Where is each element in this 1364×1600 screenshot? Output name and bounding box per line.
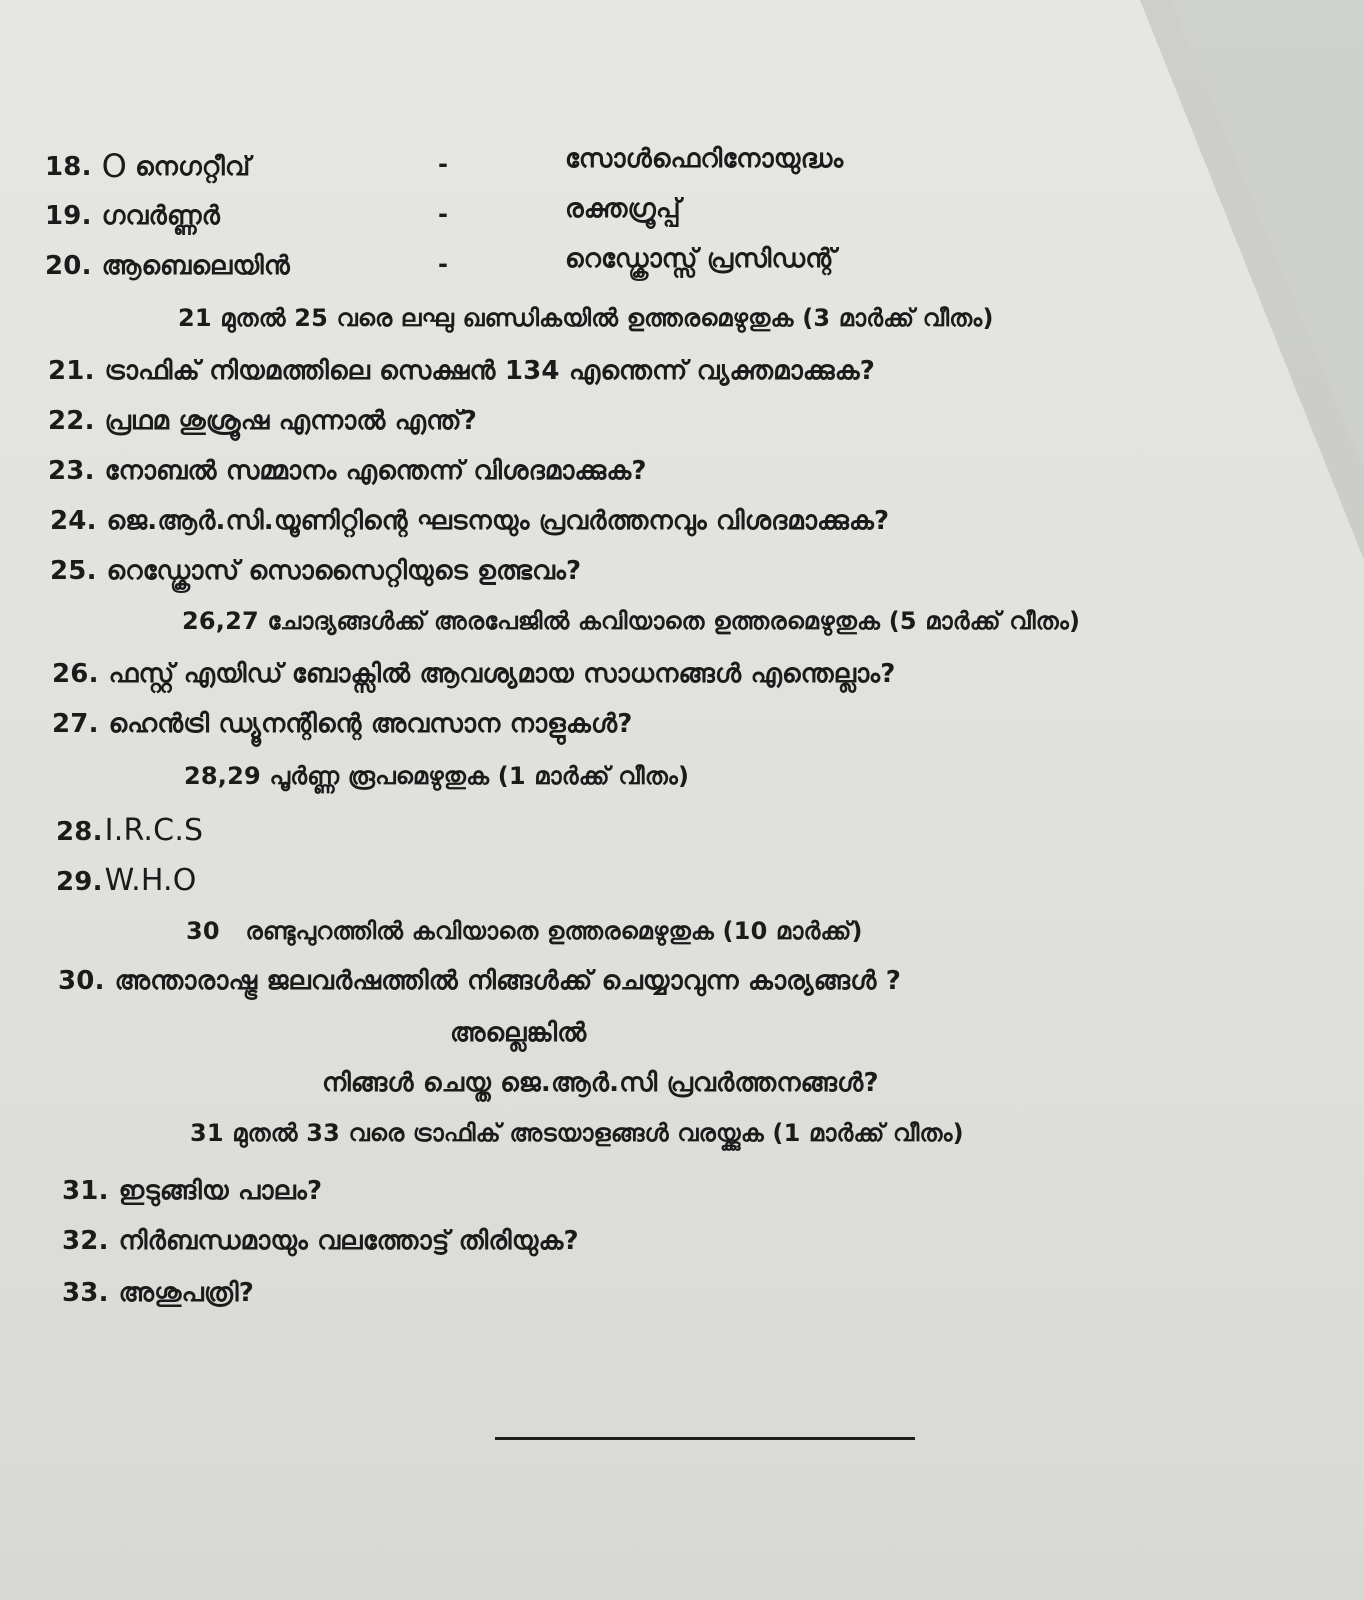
question-text: ഹെൻട്രി ഡ്യൂനന്റിന്റെ അവസാന നാളുകൾ? bbox=[108, 709, 633, 739]
question-number: 31. bbox=[62, 1176, 109, 1206]
match-dash: - bbox=[438, 250, 448, 278]
question-number: 33. bbox=[62, 1278, 109, 1308]
section-heading-signs: 31 മുതൽ 33 വരെ ട്രാഫിക് അടയാളങ്ങൾ വരയ്ക്കുക (1 മാർക്ക് വീതം) bbox=[190, 1119, 964, 1147]
match-left-text: ഗവർണ്ണർ bbox=[101, 201, 221, 231]
section-heading-short: 21 മുതൽ 25 വരെ ലഘു ഖണ്ഡികയിൽ ഉത്തരമെഴുതുക (3 മാർക്ക് വീതം) bbox=[178, 304, 994, 332]
match-left-text: നെഗറ്റീവ് bbox=[135, 152, 251, 182]
question-number: 26. bbox=[52, 659, 99, 689]
question-number: 20. bbox=[45, 251, 92, 281]
match-right-19: രക്തഗ്രൂപ്പ് bbox=[565, 194, 681, 224]
question-number: 25. bbox=[50, 556, 97, 586]
question-text: റെഡ്ക്രോസ് സൊസൈറ്റിയുടെ ഉത്ഭവം? bbox=[106, 556, 582, 586]
question-number: 22. bbox=[48, 406, 95, 436]
question-24 bbox=[50, 505, 889, 537]
section-heading-full-form: 28,29 പൂർണ്ണ രൂപമെഴുതുക (1 മാർക്ക് വീതം) bbox=[184, 762, 690, 790]
question-25 bbox=[50, 555, 581, 587]
match-row-20 bbox=[45, 250, 290, 282]
question-text: നോബൽ സമ്മാനം എന്തെന്ന് വിശദമാക്കുക? bbox=[104, 456, 647, 486]
question-27 bbox=[52, 708, 633, 740]
match-right-20: റെഡ്ക്രോസ്സ് പ്രസിഡന്റ് bbox=[565, 244, 836, 274]
question-number: 18. bbox=[45, 152, 92, 182]
question-number: 27. bbox=[52, 709, 99, 739]
question-23 bbox=[48, 455, 647, 487]
question-text: ട്രാഫിക് നിയമത്തിലെ സെക്ഷൻ 134 എന്തെന്ന് വ്യക്തമാക്കുക? bbox=[104, 356, 876, 386]
question-text: അശുപത്രി? bbox=[118, 1278, 254, 1308]
question-number: 23. bbox=[48, 456, 95, 486]
question-30 bbox=[58, 965, 901, 997]
question-text: ഫസ്റ്റ് എയിഡ് ബോക്സിൽ ആവശ്യമായ സാധനങ്ങൾ എന്തെല്ലാം? bbox=[108, 659, 896, 689]
section-heading-essay: 30 രണ്ടുപുറത്തിൽ കവിയാതെ ഉത്തരമെഴുതുക (10 മാർക്ക്) bbox=[186, 917, 863, 945]
question-number: 32. bbox=[62, 1226, 109, 1256]
question-text: W.H.O bbox=[104, 863, 197, 898]
match-left-text: ആബെലെയിൻ bbox=[101, 251, 290, 281]
match-dash: - bbox=[438, 150, 448, 178]
question-text: ഇടുങ്ങിയ പാലം? bbox=[118, 1176, 323, 1206]
question-28 bbox=[56, 815, 203, 848]
question-text: അന്താരാഷ്ട്ര ജലവർഷത്തിൽ നിങ്ങൾക്ക് ചെയ്യാവുന്ന കാര്യങ്ങൾ ? bbox=[114, 966, 902, 996]
question-22 bbox=[48, 405, 477, 437]
question-32 bbox=[62, 1225, 579, 1257]
end-of-paper-rule bbox=[495, 1437, 915, 1440]
question-21 bbox=[48, 355, 875, 387]
question-30-alternative: നിങ്ങൾ ചെയ്ത ജെ.ആർ.സി പ്രവർത്തനങ്ങൾ? bbox=[322, 1068, 879, 1098]
question-26 bbox=[52, 658, 896, 690]
question-number: 19. bbox=[45, 201, 92, 231]
match-row-18 bbox=[45, 147, 251, 185]
match-right-18: സോൾഫെറിനോയുദ്ധം bbox=[565, 144, 844, 174]
question-number: 28. bbox=[56, 817, 103, 847]
or-label: അല്ലെങ്കിൽ bbox=[450, 1018, 587, 1048]
question-31 bbox=[62, 1175, 322, 1207]
question-text: പ്രഥമ ശുശ്രൂഷ എന്നാൽ എന്ത്? bbox=[104, 406, 477, 436]
question-number: 29. bbox=[56, 867, 103, 897]
question-text: I.R.C.S bbox=[104, 813, 204, 848]
blood-group-zero: O bbox=[101, 147, 128, 185]
section-heading-half: 26,27 ചോദ്യങ്ങൾക്ക് അരപേജിൽ കവിയാതെ ഉത്തരമെഴുതുക (5 മാർക്ക് വീതം) bbox=[182, 607, 1081, 635]
question-29 bbox=[56, 865, 197, 898]
question-33 bbox=[62, 1277, 254, 1309]
question-text: നിർബന്ധമായും വലത്തോട്ട് തിരിയുക? bbox=[118, 1226, 579, 1256]
match-row-19 bbox=[45, 200, 220, 232]
question-text: ജെ.ആർ.സി.യൂണിറ്റിന്റെ ഘടനയും പ്രവർത്തനവും വിശദമാക്കുക? bbox=[106, 506, 890, 536]
question-number: 30. bbox=[58, 966, 105, 996]
question-number: 21. bbox=[48, 356, 95, 386]
question-number: 24. bbox=[50, 506, 97, 536]
match-dash: - bbox=[438, 200, 448, 228]
